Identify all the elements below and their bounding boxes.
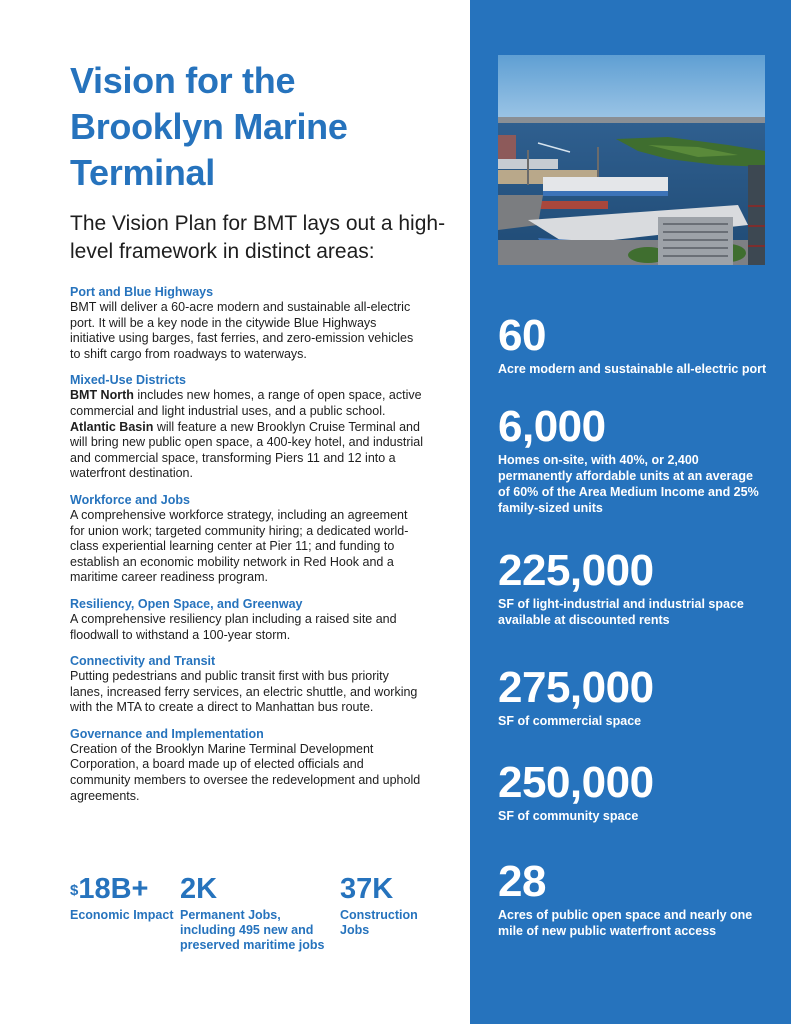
section-heading: Resiliency, Open Space, and Greenway bbox=[70, 596, 303, 611]
section-body: Creation of the Brooklyn Marine Terminal Development Corporation, a board made up of elected officials and community members to oversee the redevelopment and uphold agreements. bbox=[70, 741, 421, 803]
section-heading: Connectivity and Transit bbox=[70, 654, 216, 669]
bottom-stats bbox=[70, 872, 440, 962]
atlantic-basin-label: Atlantic Basin bbox=[70, 419, 154, 434]
stat-label: Homes on-site, with 40%, or 2,400 permanently affordable units at an average of 60% of the Area Medium Income and 25% family-sized units bbox=[498, 453, 759, 515]
title-line-3: Terminal bbox=[70, 152, 215, 193]
title-line-1: Vision for the bbox=[70, 60, 296, 101]
section-mixed-use-districts bbox=[70, 372, 425, 482]
stat-label: SF of commercial space bbox=[498, 714, 642, 728]
section-body bbox=[70, 388, 425, 482]
bmt-north-label: BMT North bbox=[70, 388, 134, 403]
stat-permanent-jobs bbox=[180, 872, 325, 953]
aerial-port-photo-icon bbox=[498, 55, 765, 265]
stat-label: SF of light-industrial and industrial space available at discounted rents bbox=[498, 597, 744, 627]
stat-label: SF of community space bbox=[498, 809, 639, 823]
section-port-blue-highways bbox=[70, 284, 425, 362]
page-title bbox=[70, 58, 450, 196]
section-body: A comprehensive resiliency plan including a raised site and floodwall to withstand a 100-year storm. bbox=[70, 611, 397, 642]
stat-homes bbox=[498, 404, 763, 516]
section-body: Putting pedestrians and public transit first with bus priority lanes, increased ferry services, an electric shuttle, and working with the MTA to create a direct to Manhattan bus route. bbox=[70, 669, 418, 715]
vision-sections bbox=[70, 284, 425, 814]
stat-community-space bbox=[498, 760, 778, 824]
stat-industrial-space bbox=[498, 548, 778, 628]
stat-value: 28 bbox=[498, 857, 546, 906]
section-governance bbox=[70, 726, 425, 804]
stat-economic-impact bbox=[70, 872, 175, 923]
stat-label: Acre modern and sustainable all-electric port bbox=[498, 362, 767, 376]
stat-open-space bbox=[498, 859, 758, 939]
section-body: A comprehensive workforce strategy, including an agreement for union work; targeted community hiring; a dedicated world-class experiential learning center at Pier 11; and funding to establish an economic mobility network in Red Hook and a maritime career readiness program. bbox=[70, 507, 409, 585]
stat-value: 250,000 bbox=[498, 758, 654, 807]
stat-value: 37K bbox=[340, 873, 394, 905]
stat-value bbox=[70, 872, 175, 906]
stat-value: 275,000 bbox=[498, 663, 654, 712]
stat-value: 2K bbox=[180, 873, 218, 905]
section-heading: Workforce and Jobs bbox=[70, 492, 190, 507]
title-line-2: Brooklyn Marine bbox=[70, 106, 348, 147]
stat-value: 60 bbox=[498, 311, 546, 360]
stat-label: Permanent Jobs, including 495 new and preserved maritime jobs bbox=[180, 908, 325, 952]
stat-value: 225,000 bbox=[498, 546, 654, 595]
section-heading: Mixed-Use Districts bbox=[70, 373, 187, 388]
stat-acres-port bbox=[498, 313, 778, 377]
section-connectivity-transit bbox=[70, 653, 425, 716]
section-workforce-jobs bbox=[70, 492, 425, 586]
subtitle: The Vision Plan for BMT lays out a high- level framework in distinct areas: bbox=[70, 212, 446, 263]
stat-value: 6,000 bbox=[498, 402, 606, 451]
section-text: includes new homes, a range of open space, active commercial and light industrial uses, and a public school. bbox=[70, 388, 422, 418]
stat-construction-jobs bbox=[340, 872, 430, 938]
stat-commercial-space bbox=[498, 665, 778, 729]
section-text: will feature a new Brooklyn Cruise Terminal and will bring new public open space, a 400-key hotel, and industrial and commercial space, transforming Piers 11 and 12 into a waterfront destination. bbox=[70, 419, 423, 481]
stat-label: Construction Jobs bbox=[340, 908, 418, 937]
section-heading: Governance and Implementation bbox=[70, 726, 264, 741]
stat-number: 18B+ bbox=[78, 873, 149, 905]
section-body: BMT will deliver a 60-acre modern and sustainable all-electric port. It will be a key node in the citywide Blue Highways initiative using barges, fast ferries, and zero-emission vehicles to shift cargo from roadways to waterways. bbox=[70, 300, 414, 361]
stats-panel bbox=[470, 0, 791, 1024]
stat-label: Economic Impact bbox=[70, 908, 174, 922]
section-resiliency bbox=[70, 596, 425, 643]
section-heading: Port and Blue Highways bbox=[70, 285, 214, 299]
stat-label: Acres of public open space and nearly one mile of new public waterfront access bbox=[498, 908, 753, 938]
currency-symbol: $ bbox=[70, 882, 79, 899]
